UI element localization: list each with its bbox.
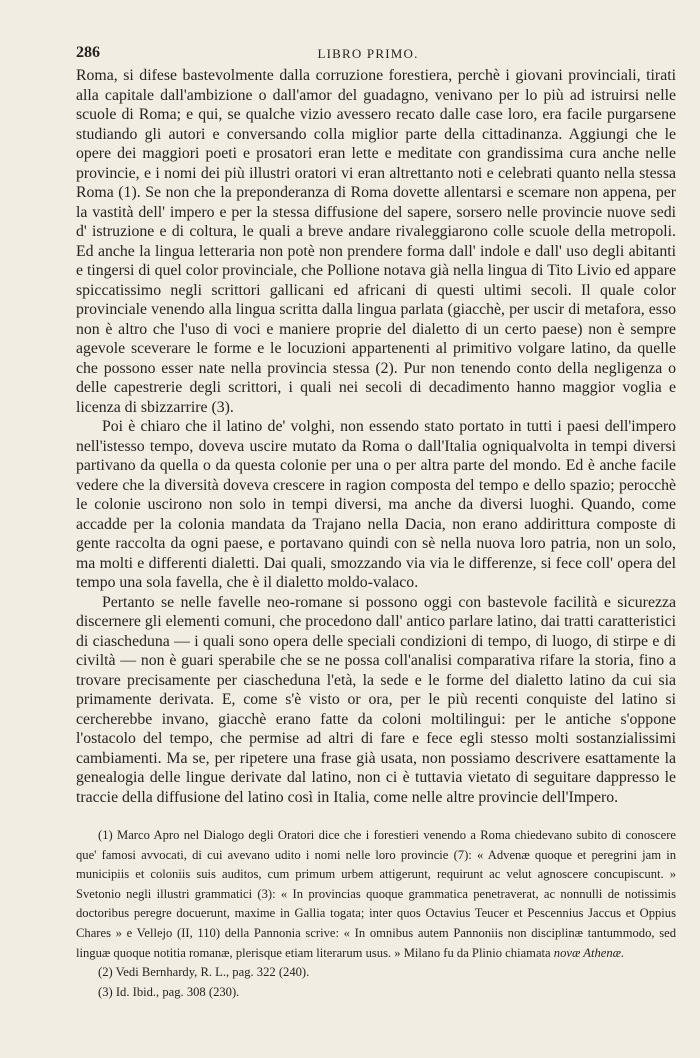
footnote-3: (3) Id. Ibid., pag. 308 (230).: [98, 984, 240, 999]
footnote-1: [76, 826, 676, 963]
running-title: LIBRO PRIMO.: [317, 46, 419, 61]
main-text: [76, 66, 676, 807]
paragraph: Poi è chiaro che il latino de' volghi, non essendo stato portato in tutti i paesi dell'impero nell'istesso tempo, doveva uscire mutato da Roma o dall'Italia ogniqualvolta in tempi diversi partivano da quella o da questa colonie per una o per altra parte del mondo. Ed è anche facile vedere che la diversità doveva crescere in ragion composta del tempo e dello spazio; perocchè le colonie uscirono non solo in tempi diversi, ma anche da diversi luoghi. Quando, come accadde per la colonia mandata da Trajano nella Dacia, non erano addirittura composte di gente raccolta da ogni paese, e portavano quindi con sè nella nuova loro patria, non un solo, ma molti e differenti dialetti. Dai quali, smozzando via via le differenze, si fece coll' opera del tempo una sola favella, che è il dialetto moldo-valaco.: [76, 418, 676, 591]
page-number: 286: [76, 44, 100, 61]
page-header: [76, 44, 660, 66]
footnote-1-italic: novæ Athenæ.: [553, 945, 625, 960]
paragraph: Roma, si difese bastevolmente dalla corruzione forestiera, perchè i giovani provinciali, tirati alla capitale dall'ambizione o dall'amor del guadagno, venivano per lo più ad istruirsi nelle scuole di Roma; e qui, se qualche vizio avessero recato dalle case loro, era facile purgarsene studiando gli autori e conversando colla miglior parte della cittadinanza. Aggiungi che le opere dei maggiori poeti e prosatori eran lette e meditate con grandissima cura anche nelle provincie, e i nomi dei più illustri oratori vi eran altrettanto noti e celebrati quanto nella stessa Roma (1). Se non che la preponderanza di Roma dovette allentarsi e scemare non appena, per la vastità dell' impero e per la stessa diffusione del sapere, sorsero nelle provincie nuove sedi d' istruzione e di coltura, le quali a breve andare rivaleggiarono colle scuole della metropoli. Ed anche la lingua letteraria non potè non prendere forma dall' indole e dall' uso degli abitanti e tingersi di quel color provinciale, che Pollione notava già nella lingua di Tito Livio ed appare spiccatissimo negli scrittori gallicani ed africani di questi ultimi secoli. Il quale color provinciale venendo alla lingua scritta dalla lingua parlata (giacchè, per uscir di metafora, esso non è altro che l'uso di voci e maniere proprie del dialetto di un certo paese) non è sempre agevole sceverare le forme e le locuzioni appartenenti al primitivo volgare latino, da quelle che possono esser nate nella provincia stessa (2). Pur non tenendo conto della negligenza o delle capestrerie degli scrittori, i quali nei secoli di decadimento hanno maggior voglia e licenza di sbizzarrire (3).: [76, 67, 676, 416]
footnotes: [76, 826, 676, 1002]
paragraph: Pertanto se nelle favelle neo-romane si possono oggi con bastevole facilità e sicurezza discernere gli elementi comuni, che procedono dall' antico parlare latino, dai tratti caratteristici di ciascheduna — i quali sono opera delle speciali condizioni di tempo, di luogo, di stirpe e di civiltà — non è guari sperabile che se ne possa coll'analisi comparativa rifare la storia, fino a trovare precisamente per ciascheduna l'età, la sede e le forme del dialetto latino da cui sia primamente derivata. E, come s'è visto or ora, per le più recenti conquiste del latino si cercherebbe invano, giacchè erano fatte da coloni moltilingui: per le antiche s'oppone l'ostacolo del tempo, che permise ad altri di fare e fece egli stesso molti sostanzialissimi cambiamenti. Ma se, per ripetere una frase già usata, non possiamo descrivere esattamente la genealogia delle lingue derivate dal latino, non ci è tuttavia vietato di seguitare dappresso le traccie della diffusione del latino così in Italia, come nelle altre provincie dell'Impero.: [76, 593, 676, 806]
footnote-2: (2) Vedi Bernhardy, R. L., pag. 322 (240).: [98, 965, 310, 980]
footnote-1-text: (1) Marco Apro nel Dialogo degli Oratori dice che i forestieri venendo a Roma chiedevano subito di conoscere que' famosi avvocati, di cui avevano udito i nomi nelle loro provincie (7): « Advenæ quoque et peregrini jam in municipiis et coloniis suis auditos, cum primum urbem attigerunt, requirunt ac velut agnoscere concupiscunt. » Svetonio negli illustri grammatici (3): « In provincias quoque grammatica penetraverat, ac nonnulli de notissimis doctoribus peregre docuerunt, maxime in Gallia togata; inter quos Octavius Teucer et Pescennius Jaccus et Oppius Chares » e Vellejo (II, 110) della Pannonia scrive: « In omnibus autem Pannoniis non disciplinæ tantummodo, sed linguæ quoque notitia romanæ, plerisque etiam literarum usus. » Milano fu da Plinio chiamata: [76, 828, 676, 960]
